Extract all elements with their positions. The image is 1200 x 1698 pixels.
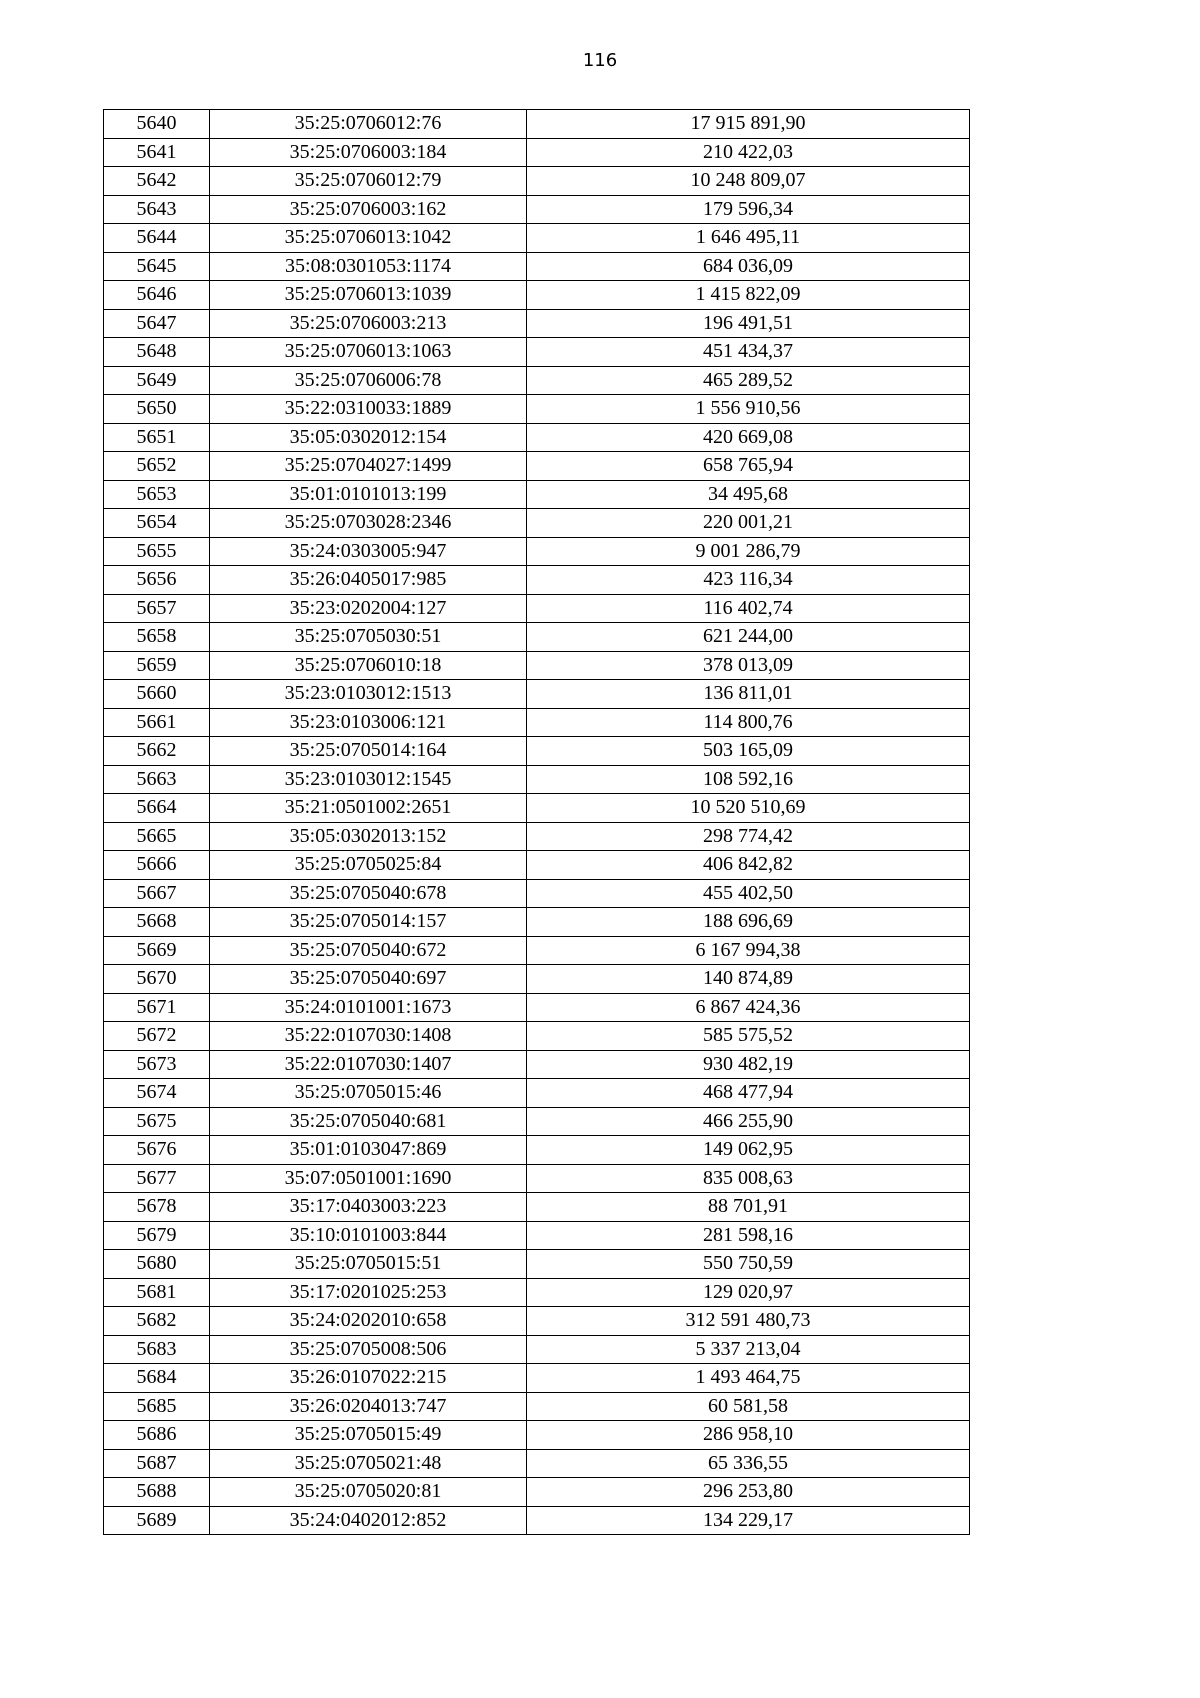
cadastral-value-cell: 196 491,51 [527, 309, 970, 338]
table-row [104, 965, 970, 994]
cadastral-number-cell: 35:25:0705040:697 [210, 965, 527, 994]
cadastral-value-cell: 149 062,95 [527, 1136, 970, 1165]
cadastral-number-cell: 35:25:0706003:184 [210, 138, 527, 167]
table-row [104, 1278, 970, 1307]
table-row [104, 138, 970, 167]
table-row [104, 309, 970, 338]
row-number-cell: 5675 [104, 1107, 210, 1136]
cadastral-value-cell: 420 669,08 [527, 423, 970, 452]
cadastral-value-cell: 466 255,90 [527, 1107, 970, 1136]
cadastral-value-cell: 1 415 822,09 [527, 281, 970, 310]
row-number-cell: 5674 [104, 1079, 210, 1108]
cadastral-value-cell: 298 774,42 [527, 822, 970, 851]
table-row [104, 366, 970, 395]
row-number-cell: 5644 [104, 224, 210, 253]
cadastral-number-cell: 35:25:0706003:213 [210, 309, 527, 338]
table-row [104, 822, 970, 851]
row-number-cell: 5671 [104, 993, 210, 1022]
table-row [104, 395, 970, 424]
cadastral-number-cell: 35:25:0706013:1042 [210, 224, 527, 253]
row-number-cell: 5658 [104, 623, 210, 652]
cadastral-number-cell: 35:25:0705014:164 [210, 737, 527, 766]
cadastral-number-cell: 35:23:0202004:127 [210, 594, 527, 623]
cadastral-value-cell: 1 493 464,75 [527, 1364, 970, 1393]
table-row [104, 1221, 970, 1250]
table-row [104, 281, 970, 310]
table-row [104, 566, 970, 595]
cadastral-number-cell: 35:23:0103012:1545 [210, 765, 527, 794]
cadastral-number-cell: 35:25:0706012:79 [210, 167, 527, 196]
table-row [104, 452, 970, 481]
cadastral-value-cell: 312 591 480,73 [527, 1307, 970, 1336]
cadastral-value-cell: 658 765,94 [527, 452, 970, 481]
cadastral-value-cell: 220 001,21 [527, 509, 970, 538]
row-number-cell: 5677 [104, 1164, 210, 1193]
cadastral-value-cell: 136 811,01 [527, 680, 970, 709]
cadastral-value-cell: 503 165,09 [527, 737, 970, 766]
table-row [104, 594, 970, 623]
table-row [104, 1164, 970, 1193]
row-number-cell: 5668 [104, 908, 210, 937]
row-number-cell: 5656 [104, 566, 210, 595]
table-row [104, 480, 970, 509]
table-row [104, 195, 970, 224]
row-number-cell: 5641 [104, 138, 210, 167]
cadastral-number-cell: 35:25:0705020:81 [210, 1478, 527, 1507]
cadastral-number-cell: 35:26:0405017:985 [210, 566, 527, 595]
cadastral-number-cell: 35:23:0103012:1513 [210, 680, 527, 709]
cadastral-value-cell: 10 248 809,07 [527, 167, 970, 196]
cadastral-number-cell: 35:01:0103047:869 [210, 1136, 527, 1165]
cadastral-number-cell: 35:05:0302012:154 [210, 423, 527, 452]
row-number-cell: 5665 [104, 822, 210, 851]
cadastral-value-cell: 88 701,91 [527, 1193, 970, 1222]
table-row [104, 167, 970, 196]
cadastral-number-cell: 35:24:0402012:852 [210, 1506, 527, 1535]
table-row [104, 708, 970, 737]
cadastral-value-cell: 210 422,03 [527, 138, 970, 167]
table-row [104, 737, 970, 766]
table-row [104, 765, 970, 794]
cadastral-number-cell: 35:25:0706010:18 [210, 651, 527, 680]
row-number-cell: 5679 [104, 1221, 210, 1250]
row-number-cell: 5647 [104, 309, 210, 338]
cadastral-number-cell: 35:25:0705021:48 [210, 1449, 527, 1478]
row-number-cell: 5662 [104, 737, 210, 766]
row-number-cell: 5688 [104, 1478, 210, 1507]
cadastral-value-cell: 108 592,16 [527, 765, 970, 794]
cadastral-number-cell: 35:25:0705014:157 [210, 908, 527, 937]
table-row [104, 423, 970, 452]
cadastral-number-cell: 35:25:0705015:51 [210, 1250, 527, 1279]
table-row [104, 1307, 970, 1336]
cadastral-number-cell: 35:26:0204013:747 [210, 1392, 527, 1421]
table-row [104, 252, 970, 281]
table-row [104, 1392, 970, 1421]
row-number-cell: 5678 [104, 1193, 210, 1222]
cadastral-number-cell: 35:21:0501002:2651 [210, 794, 527, 823]
table-row [104, 623, 970, 652]
table-row [104, 537, 970, 566]
table-row [104, 993, 970, 1022]
cadastral-value-cell: 114 800,76 [527, 708, 970, 737]
cadastral-value-cell: 550 750,59 [527, 1250, 970, 1279]
cadastral-number-cell: 35:17:0403003:223 [210, 1193, 527, 1222]
row-number-cell: 5684 [104, 1364, 210, 1393]
row-number-cell: 5643 [104, 195, 210, 224]
table-body [104, 110, 970, 1535]
cadastral-value-cell: 378 013,09 [527, 651, 970, 680]
row-number-cell: 5654 [104, 509, 210, 538]
page-number: 116 [582, 50, 618, 71]
table-row [104, 110, 970, 139]
cadastral-number-cell: 35:25:0705015:49 [210, 1421, 527, 1450]
row-number-cell: 5681 [104, 1278, 210, 1307]
cadastral-value-cell: 60 581,58 [527, 1392, 970, 1421]
row-number-cell: 5689 [104, 1506, 210, 1535]
cadastral-value-cell: 465 289,52 [527, 366, 970, 395]
row-number-cell: 5652 [104, 452, 210, 481]
table-row [104, 794, 970, 823]
cadastral-number-cell: 35:17:0201025:253 [210, 1278, 527, 1307]
cadastral-value-cell: 188 696,69 [527, 908, 970, 937]
cadastral-number-cell: 35:25:0704027:1499 [210, 452, 527, 481]
row-number-cell: 5655 [104, 537, 210, 566]
cadastral-number-cell: 35:25:0705040:672 [210, 936, 527, 965]
table-row [104, 1079, 970, 1108]
row-number-cell: 5646 [104, 281, 210, 310]
row-number-cell: 5642 [104, 167, 210, 196]
cadastral-value-cell: 684 036,09 [527, 252, 970, 281]
cadastral-value-table [103, 109, 970, 1535]
row-number-cell: 5672 [104, 1022, 210, 1051]
table-row [104, 1478, 970, 1507]
cadastral-number-cell: 35:22:0107030:1408 [210, 1022, 527, 1051]
cadastral-number-cell: 35:25:0705030:51 [210, 623, 527, 652]
table-row [104, 1250, 970, 1279]
cadastral-value-cell: 451 434,37 [527, 338, 970, 367]
table-row [104, 509, 970, 538]
cadastral-value-cell: 6 867 424,36 [527, 993, 970, 1022]
row-number-cell: 5663 [104, 765, 210, 794]
cadastral-value-cell: 9 001 286,79 [527, 537, 970, 566]
cadastral-number-cell: 35:07:0501001:1690 [210, 1164, 527, 1193]
cadastral-number-cell: 35:25:0706003:162 [210, 195, 527, 224]
table-row [104, 1022, 970, 1051]
row-number-cell: 5650 [104, 395, 210, 424]
row-number-cell: 5666 [104, 851, 210, 880]
table-row [104, 1364, 970, 1393]
table-row [104, 680, 970, 709]
cadastral-value-cell: 455 402,50 [527, 879, 970, 908]
row-number-cell: 5685 [104, 1392, 210, 1421]
row-number-cell: 5648 [104, 338, 210, 367]
cadastral-number-cell: 35:25:0706013:1039 [210, 281, 527, 310]
cadastral-number-cell: 35:25:0703028:2346 [210, 509, 527, 538]
cadastral-number-cell: 35:25:0706006:78 [210, 366, 527, 395]
row-number-cell: 5645 [104, 252, 210, 281]
row-number-cell: 5673 [104, 1050, 210, 1079]
table-row [104, 651, 970, 680]
row-number-cell: 5682 [104, 1307, 210, 1336]
table-row [104, 879, 970, 908]
row-number-cell: 5683 [104, 1335, 210, 1364]
cadastral-number-cell: 35:25:0706012:76 [210, 110, 527, 139]
cadastral-value-cell: 179 596,34 [527, 195, 970, 224]
cadastral-value-cell: 140 874,89 [527, 965, 970, 994]
cadastral-number-cell: 35:24:0101001:1673 [210, 993, 527, 1022]
cadastral-number-cell: 35:25:0705040:678 [210, 879, 527, 908]
row-number-cell: 5687 [104, 1449, 210, 1478]
cadastral-value-cell: 17 915 891,90 [527, 110, 970, 139]
table-row [104, 1506, 970, 1535]
table-row [104, 851, 970, 880]
cadastral-value-cell: 134 229,17 [527, 1506, 970, 1535]
table-row [104, 1107, 970, 1136]
cadastral-value-cell: 423 116,34 [527, 566, 970, 595]
cadastral-value-cell: 1 646 495,11 [527, 224, 970, 253]
cadastral-value-cell: 10 520 510,69 [527, 794, 970, 823]
cadastral-number-cell: 35:10:0101003:844 [210, 1221, 527, 1250]
cadastral-value-cell: 585 575,52 [527, 1022, 970, 1051]
table-row [104, 1335, 970, 1364]
cadastral-value-cell: 1 556 910,56 [527, 395, 970, 424]
cadastral-number-cell: 35:24:0303005:947 [210, 537, 527, 566]
row-number-cell: 5640 [104, 110, 210, 139]
cadastral-value-cell: 296 253,80 [527, 1478, 970, 1507]
cadastral-number-cell: 35:22:0310033:1889 [210, 395, 527, 424]
row-number-cell: 5667 [104, 879, 210, 908]
cadastral-number-cell: 35:25:0706013:1063 [210, 338, 527, 367]
table-row [104, 338, 970, 367]
cadastral-number-cell: 35:24:0202010:658 [210, 1307, 527, 1336]
row-number-cell: 5649 [104, 366, 210, 395]
row-number-cell: 5659 [104, 651, 210, 680]
cadastral-value-cell: 468 477,94 [527, 1079, 970, 1108]
table-row [104, 1193, 970, 1222]
row-number-cell: 5660 [104, 680, 210, 709]
table-row [104, 224, 970, 253]
row-number-cell: 5680 [104, 1250, 210, 1279]
table-row [104, 1449, 970, 1478]
cadastral-value-cell: 116 402,74 [527, 594, 970, 623]
cadastral-value-cell: 281 598,16 [527, 1221, 970, 1250]
row-number-cell: 5676 [104, 1136, 210, 1165]
cadastral-value-cell: 6 167 994,38 [527, 936, 970, 965]
table-row [104, 1421, 970, 1450]
cadastral-number-cell: 35:25:0705015:46 [210, 1079, 527, 1108]
row-number-cell: 5686 [104, 1421, 210, 1450]
table-row [104, 1136, 970, 1165]
cadastral-value-cell: 286 958,10 [527, 1421, 970, 1450]
cadastral-value-cell: 129 020,97 [527, 1278, 970, 1307]
cadastral-number-cell: 35:22:0107030:1407 [210, 1050, 527, 1079]
row-number-cell: 5664 [104, 794, 210, 823]
cadastral-value-cell: 406 842,82 [527, 851, 970, 880]
cadastral-value-cell: 5 337 213,04 [527, 1335, 970, 1364]
cadastral-number-cell: 35:25:0705040:681 [210, 1107, 527, 1136]
cadastral-number-cell: 35:26:0107022:215 [210, 1364, 527, 1393]
cadastral-number-cell: 35:08:0301053:1174 [210, 252, 527, 281]
table-row [104, 936, 970, 965]
row-number-cell: 5670 [104, 965, 210, 994]
cadastral-value-cell: 34 495,68 [527, 480, 970, 509]
cadastral-value-cell: 621 244,00 [527, 623, 970, 652]
cadastral-value-cell: 930 482,19 [527, 1050, 970, 1079]
table-row [104, 908, 970, 937]
cadastral-number-cell: 35:05:0302013:152 [210, 822, 527, 851]
cadastral-number-cell: 35:25:0705025:84 [210, 851, 527, 880]
row-number-cell: 5669 [104, 936, 210, 965]
row-number-cell: 5657 [104, 594, 210, 623]
table-row [104, 1050, 970, 1079]
cadastral-value-cell: 835 008,63 [527, 1164, 970, 1193]
row-number-cell: 5661 [104, 708, 210, 737]
cadastral-number-cell: 35:25:0705008:506 [210, 1335, 527, 1364]
cadastral-number-cell: 35:01:0101013:199 [210, 480, 527, 509]
row-number-cell: 5651 [104, 423, 210, 452]
cadastral-value-cell: 65 336,55 [527, 1449, 970, 1478]
cadastral-number-cell: 35:23:0103006:121 [210, 708, 527, 737]
row-number-cell: 5653 [104, 480, 210, 509]
